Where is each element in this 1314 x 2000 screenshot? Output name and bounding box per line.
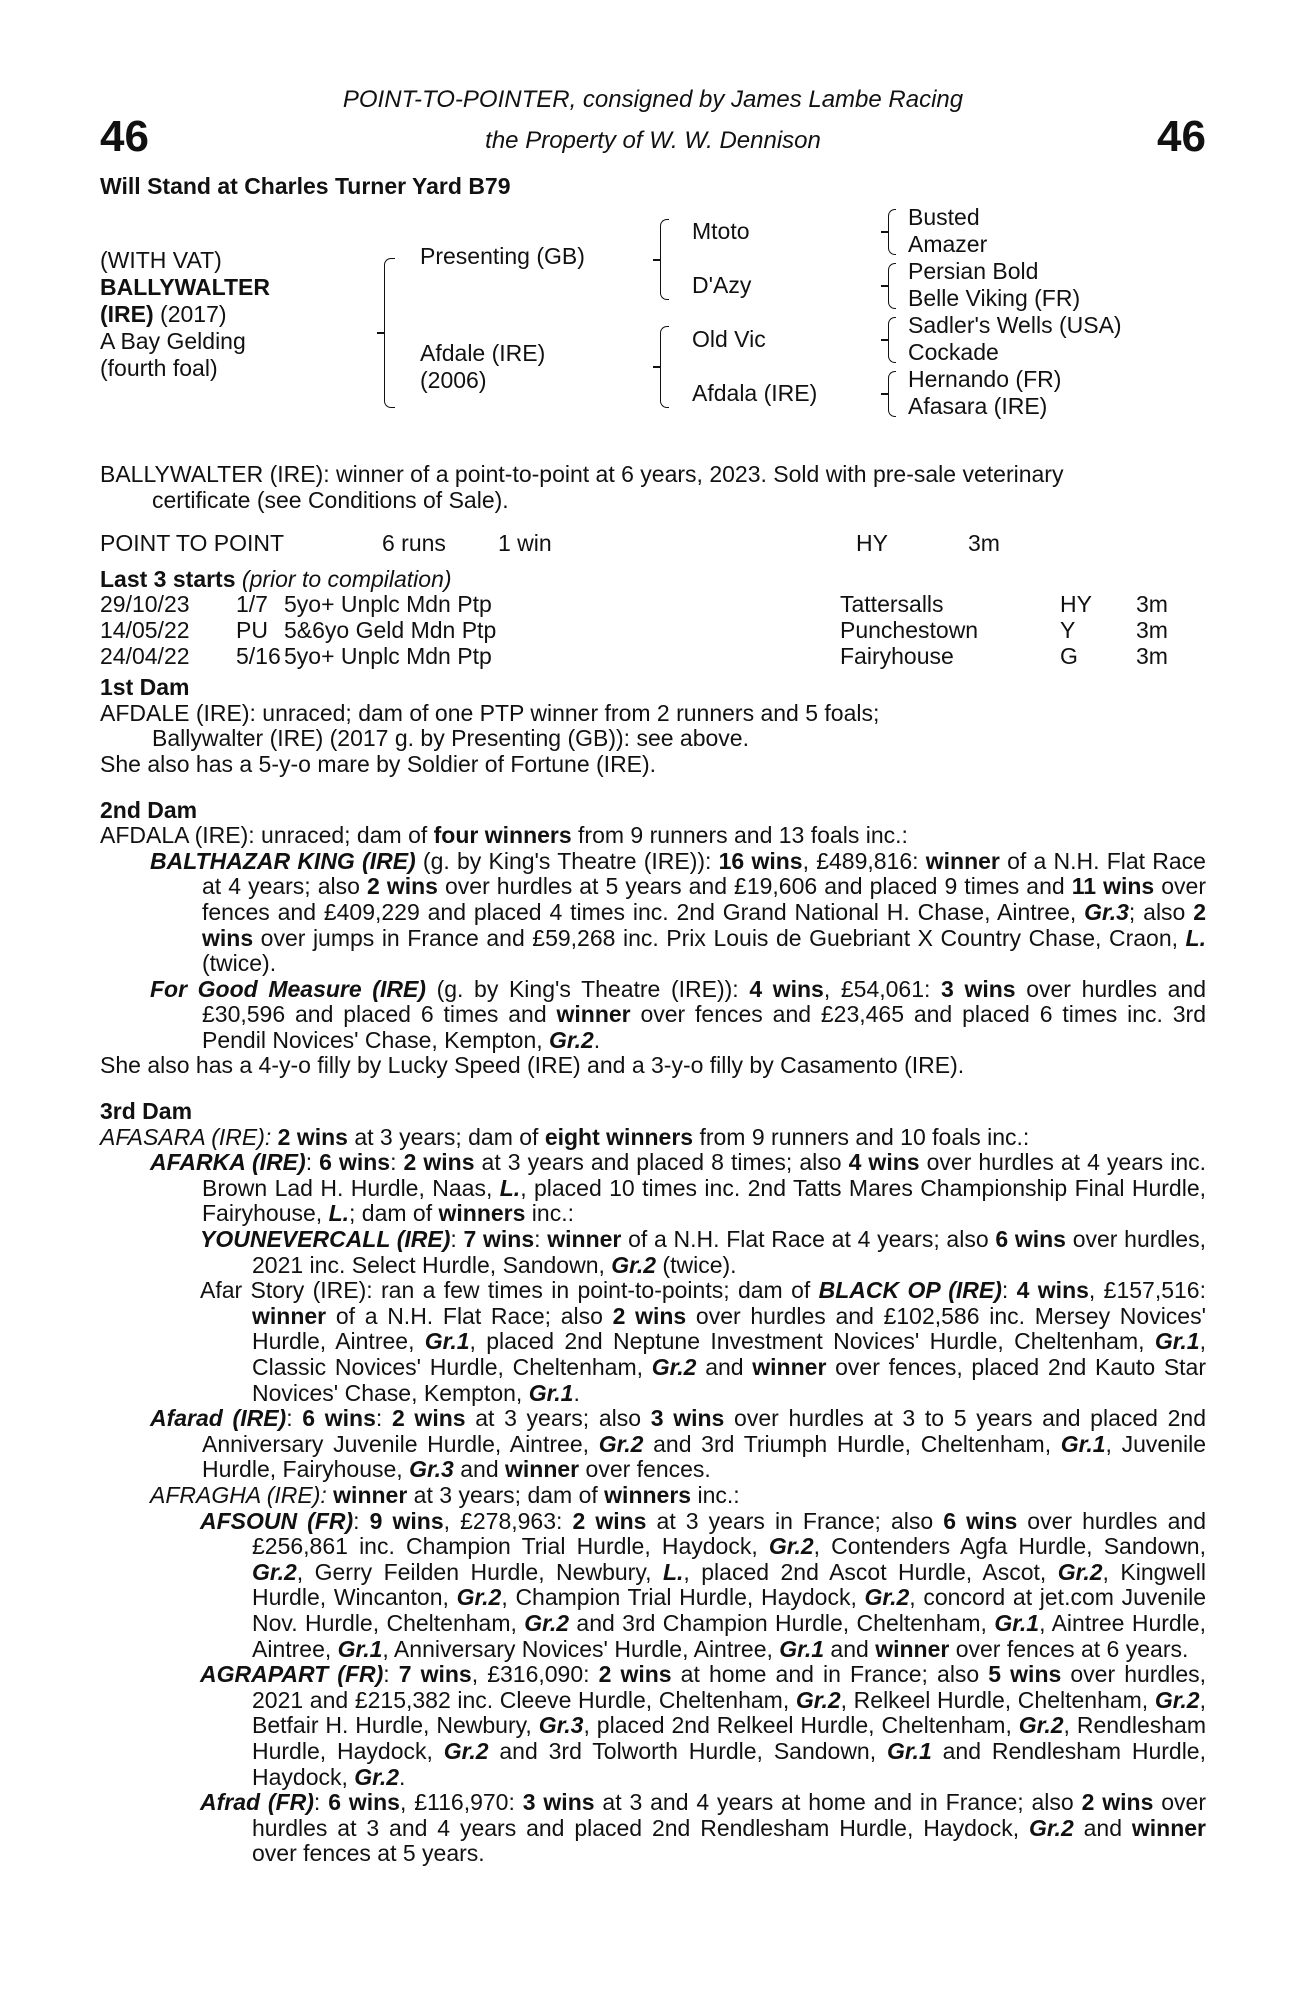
text-run: at 3 years; dam of (347, 1123, 545, 1150)
produce-afrad (100, 1790, 1206, 1867)
text-run: Gr.2 (864, 1584, 910, 1611)
text-run: Gr.1 (1154, 1328, 1200, 1355)
ptp-distance: 3m (968, 530, 1000, 557)
produce-balthazar-king (100, 849, 1206, 977)
text-run: Gr.2 (651, 1354, 697, 1380)
produce-afragha (100, 1483, 1206, 1509)
start-date: 29/10/23 (100, 591, 190, 618)
sire: Presenting (GB) (420, 243, 585, 269)
horse-year: (2017) (153, 301, 227, 327)
second-dam-intro (100, 823, 1206, 849)
granddam-1: Amazer (908, 231, 988, 257)
table-row (100, 644, 1168, 670)
text-run: AFASARA (IRE): (100, 1123, 278, 1150)
text-run: winner (752, 1354, 827, 1380)
text-run: over fences and £409,229 and placed 4 times inc. 2nd Grand National H. Chase, Aintree, (202, 873, 1207, 925)
text-run: 7 wins (463, 1226, 535, 1253)
text-run: , Juvenile Hurdle, Fairyhouse, (202, 1430, 1207, 1483)
text-run: 3 wins (522, 1789, 595, 1816)
text-run: 5 wins (988, 1661, 1062, 1688)
bracket-g3 (888, 317, 896, 363)
text-run: , Rendlesham Hurdle, Haydock, (252, 1712, 1206, 1764)
text-run: : (390, 1149, 404, 1176)
text-run: 2 wins (612, 1302, 687, 1329)
stand-location: Will Stand at Charles Turner Yard B79 (100, 173, 511, 199)
text-run: over fences and £23,465 and placed 6 times inc. 3rd Pendil Novices' Chase, Kempton, (202, 1001, 1206, 1053)
grandsire-3: Sadler's Wells (USA) (908, 312, 1122, 338)
text-run: Gr.1 (886, 1737, 932, 1764)
text-run: , placed 2nd Ascot Hurdle, Ascot, (683, 1558, 1058, 1585)
text-run: , Champion Trial Hurdle, Haydock, (501, 1584, 865, 1611)
horse-origin-year (100, 301, 270, 328)
text-run: 7 wins (398, 1661, 472, 1688)
text-run: Gr.3 (538, 1712, 584, 1739)
text-run: , Aintree Hurdle, Aintree, (252, 1609, 1206, 1662)
text-run: over fences at 6 years. (949, 1635, 1189, 1662)
sire-sire: Mtoto (692, 218, 750, 244)
text-run: 6 wins (302, 1405, 376, 1432)
text-run: : (353, 1507, 370, 1534)
horse-description: A Bay Gelding (100, 328, 246, 354)
produce-afar-story (100, 1278, 1206, 1406)
text-run: : (305, 1149, 320, 1176)
last-starts-heading (100, 567, 1206, 593)
text-run: 2 wins (391, 1405, 466, 1432)
text-run: Afarad (IRE) (150, 1405, 287, 1432)
start-going: HY (1060, 591, 1092, 618)
text-run: Gr.2 (354, 1763, 400, 1790)
text-run: (g. by King's Theatre (IRE)): (425, 975, 750, 1002)
text-run: at 3 years and placed 8 times; also (474, 1149, 849, 1176)
text-run: over jumps in France and £59,268 inc. Prix Louis de Guebriant X Country Chase, Craon, (253, 924, 1186, 951)
text-run: Last 3 starts (100, 565, 236, 592)
first-dam-produce: Ballywalter (IRE) (2017 g. by Presenting (GB)): see above. (152, 725, 749, 752)
text-run: at home and in France; also (671, 1661, 989, 1688)
dam-dam: Afdala (IRE) (692, 380, 818, 406)
table-row (100, 618, 1168, 644)
text-run: over fences at 5 years. (252, 1840, 485, 1867)
catalogue-body (100, 462, 1206, 1867)
text-run: Gr.3 (1084, 898, 1129, 925)
text-run: 2 wins (598, 1661, 672, 1688)
text-run: , placed 10 times inc. 2nd Tatts Mares Championship Final Hurdle, Fairyhouse, (202, 1174, 1206, 1227)
text-run: Gr.2 (443, 1737, 489, 1764)
text-run: L. (1185, 924, 1206, 951)
text-run: over fences. (579, 1456, 711, 1483)
text-run: 4 wins (749, 975, 824, 1002)
ptp-record (100, 531, 1000, 557)
text-run: eight winners (544, 1123, 694, 1150)
text-run: : (375, 1405, 392, 1432)
text-run: and Rendlesham Hurdle, Haydock, (252, 1737, 1206, 1790)
text-run: and 3rd Tolworth Hurdle, Sandown, (488, 1737, 887, 1764)
first-dam-also: She also has a 5-y-o mare by Soldier of Fortune (IRE). (100, 750, 657, 777)
text-run: YOUNEVERCALL (IRE) (200, 1226, 451, 1253)
bracket-g4 (888, 371, 896, 417)
text-run: AFRAGHA (IRE): (150, 1481, 334, 1508)
start-course: Punchestown (840, 616, 979, 643)
text-run: over hurdles and £30,596 and placed 6 times and (202, 975, 1206, 1028)
text-run: Gr.2 (611, 1251, 657, 1278)
text-run: winners (438, 1200, 526, 1227)
text-run: . (573, 1379, 580, 1406)
text-run: AGRAPART (FR) (200, 1661, 384, 1688)
text-run: winner (875, 1635, 950, 1662)
text-run: , £54,061: (823, 975, 942, 1002)
produce-for-good-measure (100, 977, 1206, 1054)
text-run: AFSOUN (FR) (200, 1507, 354, 1534)
text-run: 11 wins (1071, 873, 1155, 900)
text-run: AFDALA (IRE): unraced; dam of (100, 822, 434, 849)
text-run: For Good Measure (IRE) (150, 975, 426, 1002)
text-run: over hurdles, 2021 and £215,382 inc. Cleeve Hurdle, Cheltenham, (252, 1661, 1207, 1713)
text-run: 2 wins (202, 898, 1206, 951)
text-run: , £157,516: (1088, 1277, 1206, 1304)
text-run: , placed 2nd Relkeel Hurdle, Cheltenham, (583, 1712, 1019, 1739)
first-dam-heading: 1st Dam (100, 674, 190, 701)
vat-note: (WITH VAT) (100, 247, 222, 273)
start-race: 5yo+ Unplc Mdn Ptp (284, 591, 492, 618)
text-run: Gr.2 (549, 1026, 594, 1053)
text-run: Gr.2 (252, 1558, 297, 1585)
start-going: G (1060, 642, 1078, 669)
start-position: 5/16 (236, 642, 281, 669)
start-date: 14/05/22 (100, 616, 190, 643)
start-position: PU (236, 616, 268, 643)
text-run: , concord at jet.com Juvenile Nov. Hurdle, Cheltenham, (252, 1584, 1206, 1636)
text-run: BALLYWALTER (IRE): winner of a point-to-point at 6 years, 2023. Sold with pre-sale veterinary (100, 461, 1064, 487)
first-dam-line: AFDALE (IRE): unraced; dam of one PTP winner from 2 runners and 5 foals; (100, 699, 880, 726)
text-run: , £489,816: (802, 847, 926, 874)
text-run: over fences, placed 2nd Kauto Star Novices' Chase, Kempton, (252, 1354, 1206, 1406)
last-starts-table (100, 592, 1168, 669)
ptp-label: POINT TO POINT (100, 530, 285, 557)
ptp-runs: 6 runs (382, 530, 446, 557)
start-distance: 3m (1136, 642, 1168, 669)
text-run: (g. by King's Theatre (IRE)): (415, 847, 719, 874)
start-distance: 3m (1136, 616, 1168, 643)
text-run: 6 wins (319, 1149, 391, 1176)
text-run: from 9 runners and 10 foals inc.: (693, 1123, 1030, 1150)
text-run: , Betfair H. Hurdle, Newbury, (252, 1686, 1206, 1739)
granddam-3: Cockade (908, 339, 999, 365)
produce-afsoun (100, 1509, 1206, 1663)
text-run: 6 wins (943, 1507, 1018, 1534)
text-run: , Anniversary Novices' Hurdle, Aintree, (382, 1635, 780, 1662)
text-run: , £316,090: (471, 1661, 599, 1688)
text-run: AFARKA (IRE) (150, 1149, 306, 1176)
text-run: Gr.2 (1028, 1814, 1074, 1841)
text-run: : (1001, 1277, 1017, 1304)
text-run: 2 wins (1081, 1789, 1154, 1816)
dam-sire: Old Vic (692, 326, 766, 352)
text-run: 9 wins (369, 1507, 444, 1534)
text-run: 4 wins (848, 1149, 920, 1176)
text-run: , Kingwell Hurdle, Wincanton, (252, 1558, 1207, 1611)
text-run: winner (505, 1456, 580, 1483)
text-run: : (286, 1405, 303, 1432)
second-dam-also: She also has a 4-y-o filly by Lucky Speed (IRE) and a 3-y-o filly by Casamento (IRE). (100, 1052, 965, 1079)
text-run: winner (547, 1226, 622, 1253)
text-run: Gr.3 (409, 1456, 454, 1483)
text-run: : (450, 1226, 464, 1253)
table-row (100, 592, 1168, 618)
text-run: , Relkeel Hurdle, Cheltenham, (840, 1686, 1155, 1713)
grandsire-4: Hernando (FR) (908, 366, 1062, 392)
text-run: BLACK OP (IRE) (818, 1277, 1002, 1304)
text-run: and (1073, 1814, 1132, 1841)
text-run: (prior to compilation) (235, 565, 452, 592)
text-run: Gr.2 (1018, 1712, 1064, 1739)
text-run: and 3rd Champion Hurdle, Cheltenham, (569, 1609, 995, 1636)
grandsire-2: Persian Bold (908, 258, 1039, 284)
text-run: Afrad (FR) (200, 1789, 314, 1816)
text-run: Gr.2 (1154, 1686, 1200, 1713)
granddam-2: Belle Viking (FR) (908, 285, 1081, 311)
text-run: winner (556, 1001, 631, 1028)
text-run: . (399, 1763, 406, 1790)
third-dam-intro (100, 1125, 1206, 1151)
start-course: Tattersalls (840, 591, 944, 618)
catalogue-page (100, 0, 1206, 2000)
text-run: Gr.2 (768, 1533, 814, 1560)
bracket-sire-parents (660, 219, 669, 300)
text-run: , £116,970: (399, 1789, 523, 1816)
second-dam-heading: 2nd Dam (100, 796, 198, 823)
text-run: over hurdles and £102,586 inc. Mersey Novices' Hurdle, Aintree, (252, 1302, 1206, 1355)
text-run: Gr.1 (994, 1609, 1040, 1636)
text-run: Gr.2 (795, 1686, 841, 1713)
text-run: of a N.H. Flat Race; also (326, 1302, 613, 1329)
text-run: from 9 runners and 13 foals inc.: (571, 822, 908, 849)
text-run: at 3 years; also (465, 1405, 651, 1432)
text-run: winner (252, 1302, 327, 1329)
summary-cont: certificate (see Conditions of Sale). (152, 486, 509, 513)
text-run: of a N.H. Flat Race at 4 years; also (202, 847, 1206, 900)
produce-afarad (100, 1406, 1206, 1483)
text-run: L. (662, 1558, 684, 1585)
text-run: winner (925, 847, 1000, 874)
dam-name: Afdale (IRE) (420, 340, 546, 366)
text-run: Gr.1 (1060, 1430, 1106, 1457)
start-distance: 3m (1136, 591, 1168, 618)
text-run: four winners (433, 822, 572, 849)
text-run: Gr.2 (1057, 1558, 1103, 1585)
text-run: ; dam of (349, 1200, 439, 1227)
text-run: and (824, 1635, 876, 1662)
horse-origin: (IRE) (100, 301, 154, 327)
text-run: L. (328, 1200, 350, 1227)
horse-identity (100, 247, 270, 382)
text-run: , Contenders Agfa Hurdle, Sandown, (813, 1533, 1206, 1560)
text-run: and 3rd Triumph Hurdle, Cheltenham, (643, 1430, 1061, 1457)
text-run: over hurdles and £256,861 inc. Champion Trial Hurdle, Haydock, (252, 1507, 1206, 1560)
text-run: Gr.1 (779, 1635, 825, 1662)
produce-younevercall (100, 1227, 1206, 1278)
text-run: L. (499, 1174, 521, 1201)
start-race: 5yo+ Unplc Mdn Ptp (284, 642, 492, 669)
text-run: 4 wins (1016, 1277, 1089, 1304)
text-run: (twice). (656, 1251, 737, 1278)
text-run: of a N.H. Flat Race at 4 years; also (621, 1226, 996, 1253)
text-run: over hurdles at 3 to 5 years and placed 2nd Anniversary Juvenile Hurdle, Aintree, (202, 1405, 1207, 1457)
text-run: Gr.2 (598, 1430, 644, 1457)
foal-number: (fourth foal) (100, 355, 218, 381)
text-run: inc.: (691, 1481, 740, 1508)
produce-afarka (100, 1150, 1206, 1227)
text-run: Gr.2 (456, 1584, 502, 1611)
text-run: , Gerry Feilden Hurdle, Newbury, (296, 1558, 663, 1585)
summary (100, 462, 1206, 488)
text-run: , £278,963: (443, 1507, 573, 1534)
text-run: 6 wins (328, 1789, 400, 1816)
start-course: Fairyhouse (840, 642, 954, 669)
text-run: ; also (1128, 898, 1194, 925)
dam-year: (2006) (420, 367, 487, 393)
start-position: 1/7 (236, 591, 268, 618)
text-run: inc.: (525, 1200, 574, 1227)
horse-name: BALLYWALTER (100, 274, 270, 300)
text-run: 2 wins (366, 873, 438, 900)
bracket-sire-dam (384, 258, 395, 408)
text-run: Gr.1 (528, 1379, 574, 1406)
start-going: Y (1060, 616, 1076, 643)
produce-agrapart (100, 1662, 1206, 1790)
text-run: , Classic Novices' Hurdle, Cheltenham, (252, 1328, 1206, 1380)
start-race: 5&6yo Geld Mdn Ptp (284, 616, 497, 643)
third-dam-heading: 3rd Dam (100, 1098, 193, 1125)
granddam-4: Afasara (IRE) (908, 393, 1048, 419)
lot-number-left: 46 (100, 112, 149, 161)
ptp-wins: 1 win (498, 530, 552, 557)
text-run: at 3 years; dam of (407, 1481, 605, 1508)
text-run: (twice). (202, 950, 277, 977)
text-run: Gr.2 (524, 1609, 570, 1636)
start-date: 24/04/22 (100, 642, 190, 669)
text-run: BALTHAZAR KING (IRE) (150, 847, 416, 874)
text-run: 3 wins (941, 975, 1016, 1002)
bracket-g1 (888, 209, 896, 255)
text-run: 3 wins (650, 1405, 725, 1432)
sire-dam: D'Azy (692, 272, 752, 298)
text-run: 6 wins (995, 1226, 1066, 1253)
text-run: . (593, 1026, 601, 1053)
text-run: over hurdles at 5 years and £19,606 and placed 9 times and (437, 873, 1072, 900)
consignor-line: POINT-TO-POINTER, consigned by James Lambe Racing (342, 86, 964, 113)
text-run: 2 wins (277, 1123, 348, 1150)
text-run: and (696, 1354, 753, 1380)
text-run: over hurdles, 2021 inc. Select Hurdle, Sandown, (252, 1226, 1206, 1278)
text-run: and (453, 1456, 506, 1483)
text-run: Gr.1 (424, 1328, 470, 1355)
text-run: Gr.1 (337, 1635, 383, 1662)
text-run: winners (604, 1481, 692, 1508)
text-run: at 3 and 4 years at home and in France; also (594, 1789, 1082, 1816)
text-run: , placed 2nd Neptune Investment Novices' Hurdle, Cheltenham, (469, 1328, 1155, 1355)
text-run: : (534, 1226, 548, 1253)
text-run: over hurdles at 3 and 4 years and placed 2nd Rendlesham Hurdle, Haydock, (252, 1789, 1206, 1841)
text-run: at 3 years in France; also (646, 1507, 944, 1534)
text-run: 2 wins (572, 1507, 647, 1534)
bracket-dam-parents (660, 326, 669, 408)
bracket-g2 (888, 263, 896, 309)
text-run: Afar Story (IRE): ran a few times in point-to-points; dam of (200, 1277, 819, 1304)
text-run: 16 wins (718, 847, 803, 874)
property-line: the Property of W. W. Dennison (485, 127, 821, 154)
text-run: : (313, 1789, 329, 1816)
lot-number-right: 46 (1157, 112, 1206, 161)
text-run: winner (1131, 1814, 1206, 1841)
text-run: 2 wins (403, 1149, 475, 1176)
grandsire-1: Busted (908, 204, 980, 230)
text-run: winner (333, 1481, 408, 1508)
text-run: over hurdles at 4 years inc. Brown Lad H. Hurdle, Naas, (202, 1149, 1207, 1201)
ptp-going: HY (856, 530, 888, 557)
text-run: : (383, 1661, 399, 1688)
